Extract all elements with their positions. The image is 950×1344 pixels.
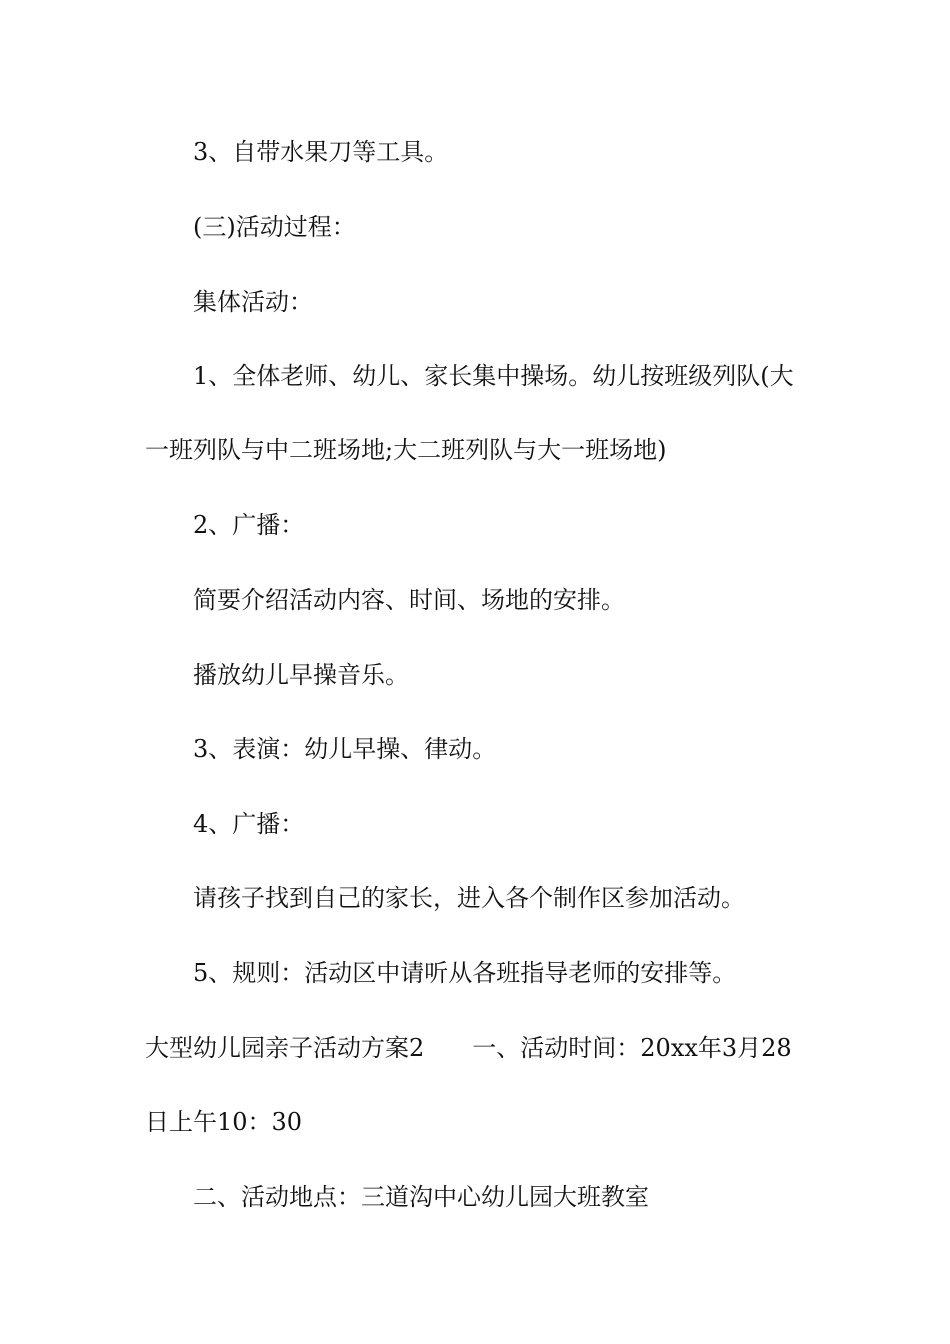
paragraph-line: 请孩子找到自己的家长，进入各个制作区参加活动。	[193, 884, 745, 912]
paragraph-line: 播放幼儿早操音乐。	[193, 661, 409, 689]
paragraph-line: 5、规则：活动区中请听从各班指导老师的安排等。	[193, 959, 737, 987]
paragraph-line: 日上午10：30	[145, 1108, 303, 1136]
paragraph-line: 1、全体老师、幼儿、家长集中操场。幼儿按班级列队(大	[193, 362, 794, 390]
paragraph-line: 4、广播：	[193, 810, 305, 838]
paragraph-line: (三)活动过程：	[193, 213, 356, 241]
paragraph-line: 3、表演：幼儿早操、律动。	[193, 735, 497, 763]
section-title: 大型幼儿园亲子活动方案2	[145, 1034, 425, 1062]
paragraph-line: 集体活动：	[193, 288, 313, 316]
paragraph-line: 3、自带水果刀等工具。	[193, 138, 449, 166]
section-first-item: 一、活动时间：20xx年3月28	[472, 1034, 792, 1062]
paragraph-line: 2、广播：	[193, 511, 305, 539]
section-heading-line	[145, 1033, 792, 1063]
paragraph-line: 一班列队与中二班场地;大二班列队与大一班场地)	[145, 436, 667, 464]
paragraph-line: 简要介绍活动内容、时间、场地的安排。	[193, 586, 625, 614]
paragraph-line: 二、活动地点：三道沟中心幼儿园大班教室	[193, 1183, 649, 1211]
